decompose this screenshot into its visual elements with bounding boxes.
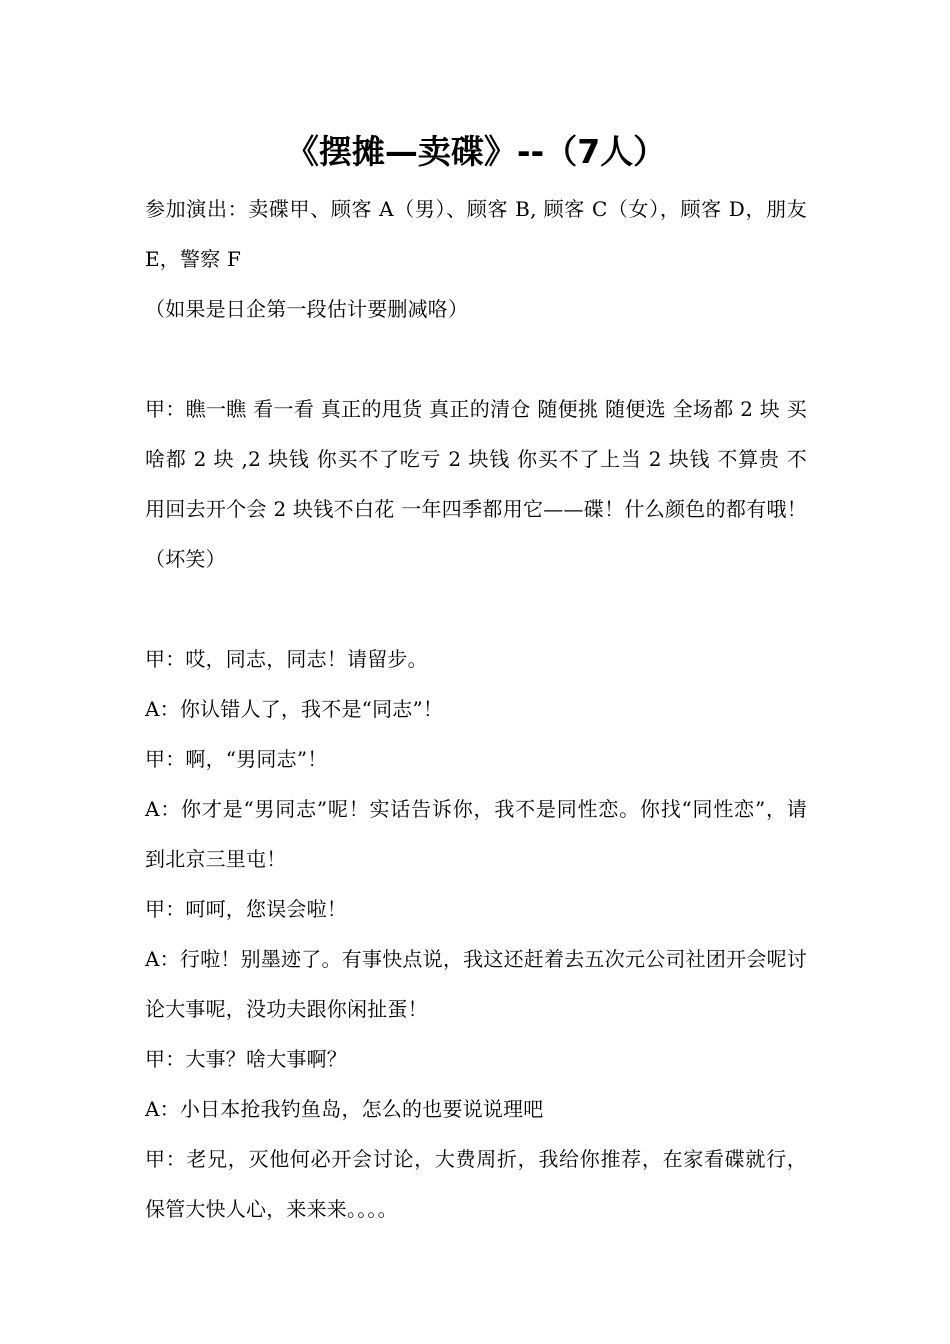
dialogue-line: A：小日本抢我钓鱼岛，怎么的也要说说理吧: [145, 1097, 544, 1121]
dialogue-line: 甲：哎，同志，同志！请留步。: [145, 647, 428, 671]
dialogue: [145, 634, 807, 1234]
dialogue-line: A：你认错人了，我不是“同志”！: [145, 697, 444, 721]
director-note: （如果是日企第一段估计要删减咯）: [145, 297, 469, 321]
vendor-monologue: 甲：瞧一瞧 看一看 真正的甩货 真正的清仓 随便挑 随便选 全场都 2 块 买啥都 2 块 ,2 块钱 你买不了吃亏 2 块钱 你买不了上当 2 块钱 不算贵 不用回去开个会 2 块钱不白花 一年四季都用它——碟！什么颜色的都有哦！（坏笑）: [145, 397, 807, 571]
document-title: 《摆摊—卖碟》--（7人）: [285, 132, 667, 171]
dialogue-line: A：行啦！别墨迹了。有事快点说，我这还赶着去五次元公司社团开会呢讨论大事呢，没功夫跟你闲扯蛋！: [145, 947, 807, 1021]
cast-list: 参加演出：卖碟甲、顾客 A（男）、顾客 B, 顾客 C（女），顾客 D，朋友 E，警察 F: [145, 197, 807, 271]
dialogue-line: 甲：呵呵，您误会啦！: [145, 897, 347, 921]
dialogue-line: 甲：老兄，灭他何必开会讨论，大费周折，我给你推荐，在家看碟就行，保管大快人心，来来来。。。。: [145, 1147, 807, 1221]
dialogue-line: 甲：大事？啥大事啊？: [145, 1047, 347, 1071]
dialogue-line: A：你才是“男同志”呢！实话告诉你，我不是同性恋。你找“同性恋”，请到北京三里屯！: [145, 797, 807, 871]
document-page: [145, 120, 807, 1234]
dialogue-line: 甲：啊，“男同志”！: [145, 747, 328, 771]
